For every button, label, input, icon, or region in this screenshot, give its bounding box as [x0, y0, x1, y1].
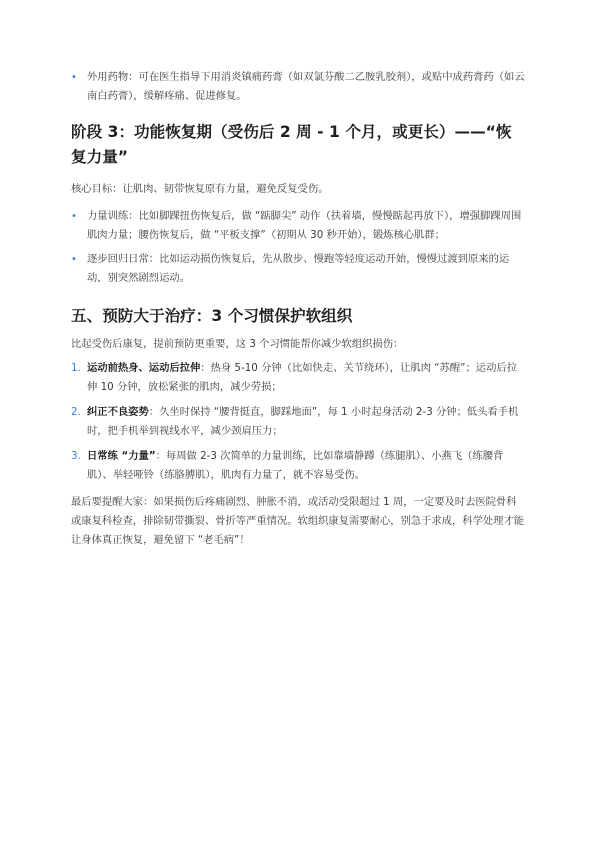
bullet-text: 力量训练：比如脚踝扭伤恢复后，做 “踮脚尖” 动作（扶着墙，慢慢踮起再放下），增强脚踝周围肌肉力量；腰伤恢复后，做 “平板支撑”（初期从 30 秒开始），锻炼核心肌群； — [87, 210, 522, 241]
list-item — [71, 447, 525, 485]
list-item — [71, 250, 525, 288]
bullet-dot-icon: • — [71, 72, 77, 83]
stage3-bullet-list — [71, 207, 525, 288]
bullet-dot-icon: • — [71, 254, 77, 265]
stage3-heading: 阶段 3：功能恢复期（受伤后 2 周 - 1 个月，或更长）——“恢复力量” — [71, 123, 512, 166]
list-item — [71, 359, 525, 397]
list-item — [71, 403, 525, 441]
bullet-dot-icon: • — [71, 211, 77, 222]
stage3-core-goal: 核心目标：让肌肉、韧带恢复原有力量，避免反复受伤。 — [71, 183, 329, 195]
section5-heading: 五、预防大于治疗：3 个习惯保护软组织 — [71, 307, 353, 325]
section5-intro: 比起受伤后康复，提前预防更重要，这 3 个习惯能帮你减少软组织损伤： — [71, 338, 404, 350]
item-text: ：热身 5-10 分钟（比如快走、关节绕环），让肌肉 “苏醒”；运动后拉伸 10 分钟，放松紧张的肌肉，减少劳损； — [87, 362, 517, 393]
list-number: 1. — [71, 362, 81, 374]
bullet-text: 外用药物：可在医生指导下用消炎镇痛药膏（如双氯芬酸二乙胺乳胶剂），或贴中成药膏药（如云南白药膏），缓解疼痛、促进修复。 — [87, 71, 525, 102]
medication-bullet-list — [71, 68, 525, 106]
item-lead: 运动前热身、运动后拉伸 — [87, 362, 201, 374]
item-text: ：每周做 2-3 次简单的力量训练，比如靠墙静蹲（练腿肌）、小燕飞（练腰背肌）、举轻哑铃（练胳膊肌），肌肉有力量了，就不容易受伤。 — [87, 450, 504, 481]
bullet-text: 逐步回归日常：比如运动损伤恢复后，先从散步、慢跑等轻度运动开始，慢慢过渡到原来的运动，别突然剧烈运动。 — [87, 253, 510, 284]
list-number: 2. — [71, 406, 81, 418]
closing-paragraph: 最后要提醒大家：如果损伤后疼痛剧烈、肿胀不消，或活动受限超过 1 周，一定要及时去医院骨科或康复科检查，排除韧带撕裂、骨折等严重情况。软组织康复需要耐心，别急于求成，科学处理才能让身体真正恢复，避免留下 “老毛病”！ — [71, 496, 525, 546]
list-item — [71, 207, 525, 245]
list-number: 3. — [71, 450, 81, 462]
habits-numbered-list — [71, 359, 525, 485]
list-item — [71, 68, 525, 106]
item-lead: 日常练 “力量” — [87, 450, 156, 462]
item-text: ：久坐时保持 “腰背挺直，脚踩地面”，每 1 小时起身活动 2-3 分钟；低头看手机时，把手机举到视线水平，减少颈肩压力； — [87, 406, 519, 437]
item-lead: 纠正不良姿势 — [87, 406, 149, 418]
